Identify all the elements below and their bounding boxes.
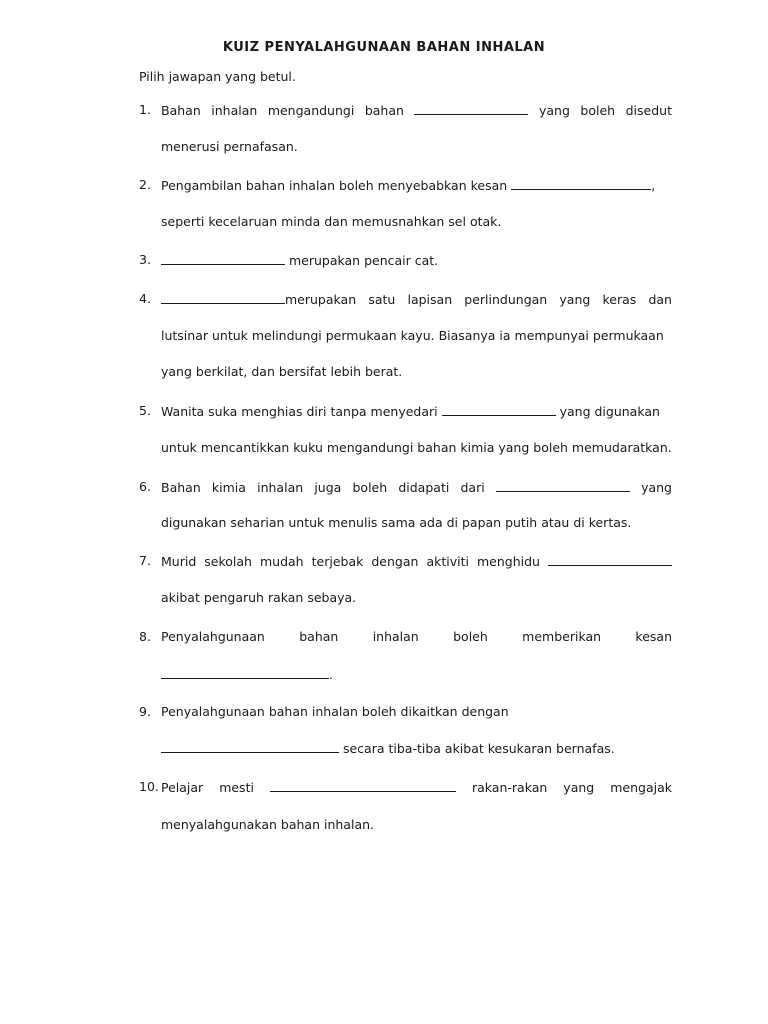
question-number: 5. <box>139 403 151 418</box>
question-line <box>161 779 672 795</box>
question-text: yang berkilat, dan bersifat lebih berat. <box>161 364 403 379</box>
question-number: 3. <box>139 252 151 267</box>
question-line <box>161 740 672 756</box>
question-number: 10. <box>139 779 159 794</box>
question-text: akibat pengaruh rakan sebaya. <box>161 590 357 605</box>
answer-blank[interactable] <box>161 666 329 679</box>
question-text: seperti kecelaruan minda dan memusnahkan sel otak. <box>161 214 502 229</box>
question-number: 4. <box>139 291 151 306</box>
question-number: 7. <box>139 553 151 568</box>
question-line <box>161 479 672 495</box>
question-line <box>161 440 672 455</box>
answer-blank[interactable] <box>442 403 556 416</box>
answer-blank[interactable] <box>548 553 672 566</box>
question-line <box>161 252 672 268</box>
question-text: yang boleh disedut <box>539 103 672 118</box>
question-text: menerusi pernafasan. <box>161 139 298 154</box>
question-line <box>161 364 672 379</box>
question-text: , <box>651 178 656 193</box>
question-text: merupakan pencair cat. <box>288 253 439 268</box>
question-text: Bahan inhalan mengandungi bahan <box>161 103 404 118</box>
question-line <box>161 328 672 343</box>
question-text: Wanita suka menghias diri tanpa menyedari <box>161 404 438 419</box>
answer-blank[interactable] <box>511 177 651 190</box>
question-line <box>161 515 672 530</box>
instruction-text: Pilih jawapan yang betul. <box>139 69 296 84</box>
answer-blank[interactable] <box>161 252 285 265</box>
question-number: 9. <box>139 704 151 719</box>
answer-blank[interactable] <box>414 102 528 115</box>
question-text: Pengambilan bahan inhalan boleh menyebabkan kesan <box>161 178 508 193</box>
question-text: menyalahgunakan bahan inhalan. <box>161 817 374 832</box>
answer-blank[interactable] <box>161 740 339 753</box>
question-text: Penyalahgunaan bahan inhalan boleh dikaitkan dengan <box>161 704 509 719</box>
answer-blank[interactable] <box>270 779 456 792</box>
question-line <box>161 666 672 682</box>
question-text: lutsinar untuk melindungi permukaan kayu. Biasanya ia mempunyai permukaan <box>161 328 664 343</box>
question-line <box>161 403 672 419</box>
question-number: 6. <box>139 479 151 494</box>
question-number: 8. <box>139 629 151 644</box>
question-line <box>161 590 672 605</box>
question-text: Penyalahgunaan bahan inhalan boleh memberikan kesan <box>161 629 672 644</box>
question-text: Murid sekolah mudah terjebak dengan aktiviti menghidu <box>161 554 540 569</box>
question-text: digunakan seharian untuk menulis sama ada di papan putih atau di kertas. <box>161 515 632 530</box>
question-line <box>161 553 672 569</box>
question-text: yang <box>641 480 672 495</box>
question-text: secara tiba-tiba akibat kesukaran bernafas. <box>342 741 615 756</box>
question-text: untuk mencantikkan kuku mengandungi bahan kimia yang boleh memudaratkan. <box>161 440 672 455</box>
question-number: 1. <box>139 102 151 117</box>
page-title: KUIZ PENYALAHGUNAAN BAHAN INHALAN <box>222 40 546 55</box>
question-number: 2. <box>139 177 151 192</box>
question-line <box>161 214 672 229</box>
answer-blank[interactable] <box>496 479 630 492</box>
question-text: merupakan satu lapisan perlindungan yang keras dan <box>285 292 672 307</box>
question-line <box>161 139 672 154</box>
question-line <box>161 102 672 118</box>
question-line <box>161 177 672 193</box>
question-text: yang digunakan <box>559 404 660 419</box>
question-text: Pelajar mesti <box>161 780 254 795</box>
question-line <box>161 817 672 832</box>
question-line <box>161 291 672 307</box>
question-line <box>161 629 672 644</box>
question-text: rakan-rakan yang mengajak <box>471 780 672 795</box>
answer-blank[interactable] <box>161 291 285 304</box>
question-text: . <box>329 667 333 682</box>
question-text: Bahan kimia inhalan juga boleh didapati dari <box>161 480 485 495</box>
question-line <box>161 704 672 719</box>
